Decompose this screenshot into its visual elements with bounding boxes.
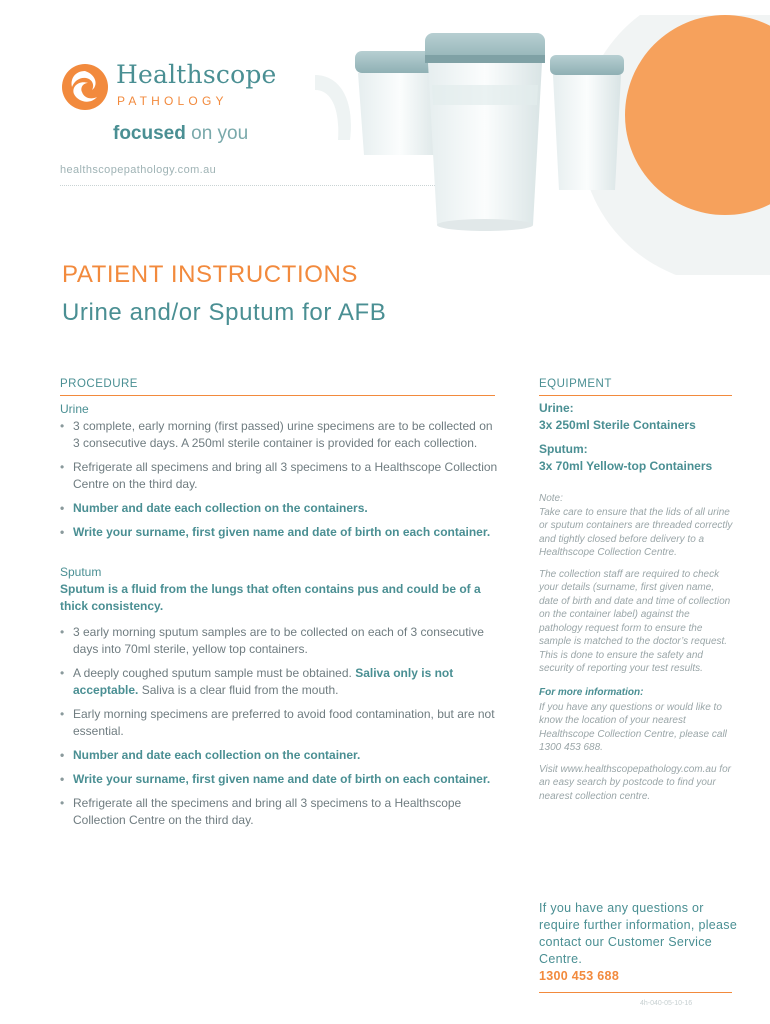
equipment-heading: EQUIPMENT (539, 378, 612, 390)
bullet-text: 3 early morning sputum samples are to be collected on each of 3 consecutive days into 70ml sterile, yellow top containers. (73, 625, 484, 656)
page-subtitle: Urine and/or Sputum for AFB (62, 299, 387, 326)
bullet-icon: • (60, 796, 65, 810)
brand-subtitle: PATHOLOGY (117, 94, 228, 108)
urine-equipment-value: 3x 250ml Sterile Containers (539, 418, 696, 432)
list-item (60, 500, 500, 517)
bullet-icon: • (60, 772, 65, 786)
sputum-instructions-list (60, 624, 500, 829)
list-item (60, 747, 500, 764)
list-item (60, 665, 500, 699)
bullet-text: Write your surname, first given name and date of birth on each container. (73, 772, 491, 786)
bullet-icon: • (60, 707, 65, 721)
bullet-text-pre: A deeply coughed sputum sample must be obtained. (73, 666, 352, 680)
note-paragraph-2: The collection staff are required to check your details (surname, first given name, date of birth and date and time of collection on the container label) against the pathology request form to ensure the sample is matched to the doctor’s request. This is done to ensure the safety and security of reporting your test results. (539, 568, 731, 674)
procedure-rule (60, 395, 495, 396)
tagline-strong: focused (113, 123, 186, 144)
visit-website-text: Visit www.healthscopepathology.com.au for an easy search by postcode to find your nearest collection centre. (539, 763, 731, 802)
more-info-text: If you have any questions or would like to know the location of your nearest Healthscope Collection Centre, please call 1300 453 688. (539, 701, 727, 753)
contact-block (539, 900, 739, 985)
procedure-heading: PROCEDURE (60, 378, 138, 390)
bullet-text: Early morning specimens are preferred to avoid food contamination, but are not essential. (73, 707, 495, 738)
urine-instructions-list (60, 418, 500, 541)
bullet-icon: • (60, 419, 65, 433)
more-info-label: For more information: (539, 686, 644, 698)
procedure-section (60, 400, 500, 829)
sputum-equipment-value: 3x 70ml Yellow-top Containers (539, 459, 713, 473)
tagline-light: on you (191, 123, 249, 144)
list-item (60, 771, 500, 788)
list-item (60, 624, 500, 658)
contact-phone: 1300 453 688 (539, 969, 620, 983)
form-code: 4h-040-05-10-16 (640, 1000, 693, 1007)
urine-heading: Urine (60, 402, 89, 416)
equipment-section (539, 400, 734, 803)
urine-equipment-label: Urine: (539, 401, 574, 415)
list-item (60, 795, 500, 829)
list-item (60, 524, 500, 541)
note-label: Note: (539, 493, 563, 504)
tagline (113, 123, 248, 145)
page-title: PATIENT INSTRUCTIONS (62, 261, 359, 288)
healthscope-logo-icon (60, 62, 110, 112)
bullet-text-emphasis: Saliva only is not acceptable. (73, 666, 454, 697)
sputum-equipment-label: Sputum: (539, 442, 588, 456)
bullet-icon: • (60, 748, 65, 762)
bullet-icon: • (60, 625, 65, 639)
bullet-text-post: Saliva is a clear fluid from the mouth. (141, 683, 339, 697)
bullet-text: Refrigerate all the specimens and bring all 3 specimens to a Healthscope Collection Centre on the third day. (73, 796, 462, 827)
bullet-text: 3 complete, early morning (first passed) urine specimens are to be collected on 3 consecutive days. A 250ml sterile container is provided for each collection. (73, 419, 493, 450)
specimen-containers-image (310, 15, 770, 275)
contact-text: If you have any questions or require further information, please contact our Customer Service Centre. (539, 901, 738, 966)
bullet-text: Refrigerate all specimens and bring all 3 specimens to a Healthscope Collection Centre on the third day. (73, 460, 498, 491)
list-item (60, 418, 500, 452)
bullet-text: Write your surname, first given name and date of birth on each container. (73, 525, 491, 539)
bullet-text: Number and date each collection on the container. (73, 748, 361, 762)
bullet-icon: • (60, 501, 65, 515)
bullet-text: Number and date each collection on the containers. (73, 501, 368, 515)
note-paragraph-1: Take care to ensure that the lids of all urine or sputum containers are threaded correctly and tightly closed before delivery to a Healthscope Collection Centre. (539, 506, 733, 558)
bullet-icon: • (60, 460, 65, 474)
sputum-heading: Sputum (60, 565, 102, 579)
contact-rule (539, 992, 732, 993)
list-item (60, 706, 500, 740)
website-url: healthscopepathology.com.au (60, 164, 217, 176)
brand-name: Healthscope (116, 60, 277, 89)
equipment-rule (539, 395, 732, 396)
sputum-description: Sputum is a fluid from the lungs that often contains pus and could be of a thick consistency. (60, 582, 481, 613)
bullet-icon: • (60, 666, 65, 680)
bullet-icon: • (60, 525, 65, 539)
list-item (60, 459, 500, 493)
